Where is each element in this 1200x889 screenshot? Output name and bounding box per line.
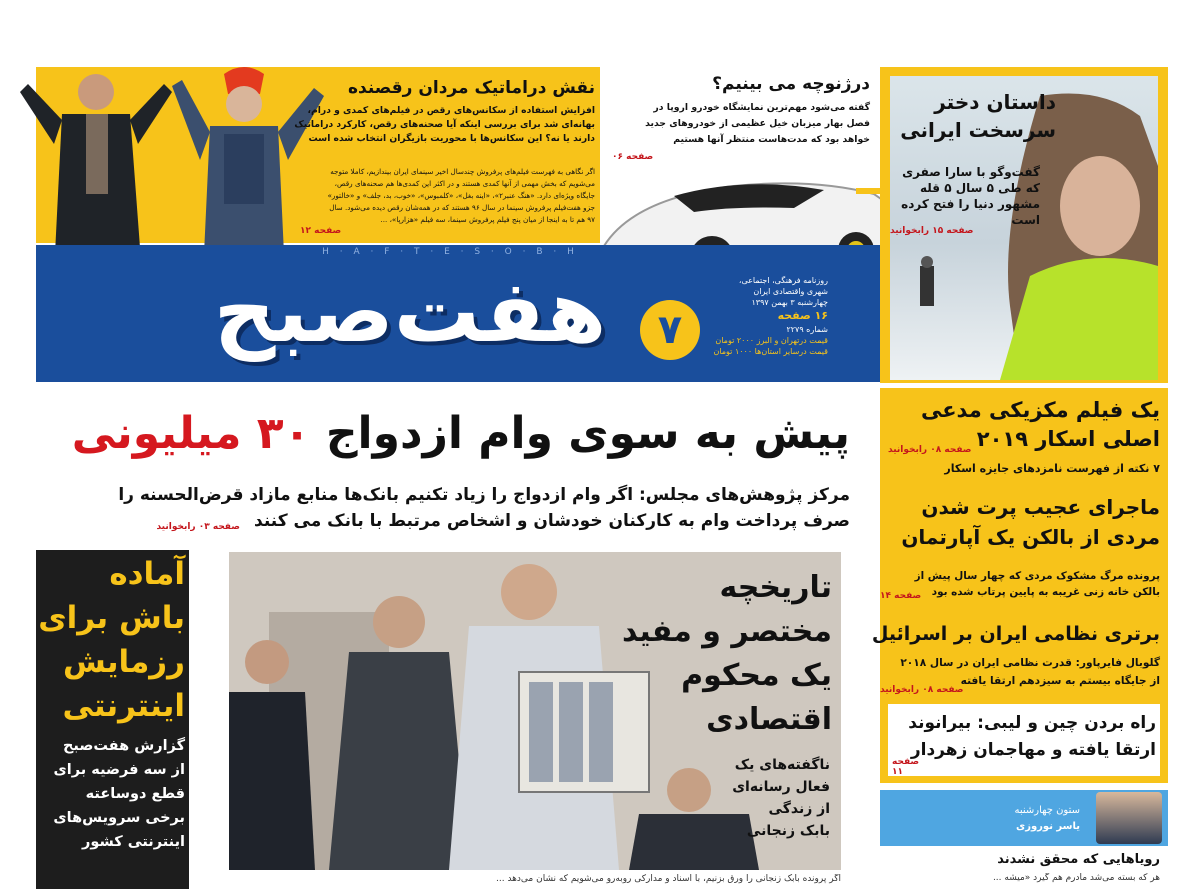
column-author: یاسر نوروزی — [1016, 821, 1080, 832]
column-title[interactable]: رویاهایی که محقق نشدند — [997, 852, 1160, 867]
column-snippet: هر که بسته می‌شد مادرم هم گیرد «میشه ... — [992, 873, 1160, 883]
masthead-logo-number: ۷ — [640, 300, 700, 360]
main-subheadline: مرکز پژوهش‌های مجلس: اگر وام ازدواج را زیاد تکنیم بانک‌ها منابع مازاد قرض‌الحسنه را صرف پرداخت وام به کارکنان خودشان و اشخاص مرتبط با بانک می کنند — [118, 485, 850, 531]
main-headline[interactable] — [70, 402, 850, 466]
balcony-lead: پرونده مرگ مشکوک مردی که چهار سال پیش از بالکن خانه زنی غریبه به پایین پرتاب شده بود — [914, 570, 1160, 598]
masthead-info: روزنامه فرهنگی، اجتماعی، شهری واقتصادی ایران چهارشنبه ۳ بهمن ۱۳۹۷ ۱۶ صفحه شماره ۲۲۷۹ قیمت درتهران و البرز ۲۰۰۰ تومان قیمت درسایر استان‌ها ۱۰۰۰ تومان — [713, 276, 828, 356]
car-feature-body: گفته می‌شود مهم‌ترین نمایشگاه خودرو اروپا در فصل بهار میزبان خیل عظیمی از خودروهای جدید خواهد بود که مدت‌هاست منتظر آنها هستیم — [645, 102, 870, 145]
dance-feature-title[interactable]: نقش دراماتیک مردان رقصنده — [347, 78, 595, 98]
main-subheadline-page-ref[interactable]: صفحه ۰۳ رابخوانید — [156, 522, 240, 532]
military-lead: گلوبال فایرپاور: قدرت نظامی ایران در سال ۲۰۱۸ از جایگاه بیستم به سیزدهم ارتقا یافته — [900, 657, 1160, 687]
china-headline: راه بردن چین و لیبی: بیرانوند ارتقا یافته و مهاجمان زهردار — [908, 713, 1156, 760]
balcony-headline[interactable]: ماجرای عجیب پرت شدن مردی از بالکن یک آپارتمان — [901, 495, 1160, 549]
masthead-logo-text[interactable]: هفت‌صبح — [213, 262, 607, 362]
dance-feature-body: اگر نگاهی به فهرست فیلم‌های پرفروش چندسال اخیر سینمای ایران بیندازیم، کاملا متوجه می‌شویم که بخش مهمی از آنها کمدی هستند و در اکثر این کمدی‌ها هم صحنه‌های رقص، جایگاه ویژه‌ای دارد. «هنگ عنبر۲»، «اینه بغل»، «کلمبوس»، «خوب، بد، جلف» و «خالتور» جزو هفت‌فیلم پرفروش سینما در سال ۹۶ هستند که در همه‌شان رقص دیده می‌شود. سال ۹۷ هم تا به اینجا از میان پنج فیلم پرفروش سینما، سه فیلم «هزارپا»، ... — [327, 167, 595, 224]
oscar-headline[interactable]: یک فیلم مکزیکی مدعی اصلی اسکار ۲۰۱۹ — [920, 398, 1160, 451]
china-page-ref[interactable]: صفحه ۱۱ — [892, 757, 920, 777]
military-headline[interactable]: برتری نظامی ایران بر اسرائیل — [871, 623, 1160, 645]
mountaineer-feature-title[interactable]: داستان دختر سرسخت ایرانی — [900, 90, 1056, 142]
oscar-subline: ۷ نکته از فهرست نامزدهای جایزه اسکار — [944, 462, 1160, 475]
internet-drill-title: آماده باش برای رزمایش اینترنتی — [38, 556, 185, 724]
dance-feature-page-ref[interactable]: صفحه ۱۲ — [300, 226, 342, 236]
main-headline-red: ۳۰ میلیونی — [71, 408, 311, 459]
author-avatar — [1096, 792, 1162, 844]
mountaineer-feature-lead: گفت‌وگو با سارا صفری که طی ۵ سال ۵ قله مشهور دنیا را فتح کرده است — [901, 165, 1040, 227]
oscar-page-ref[interactable]: صفحه ۰۸ رابخوانید — [888, 445, 972, 455]
car-feature-title[interactable]: درژنوچه می بینیم؟ — [712, 74, 870, 94]
zanjani-feature-lead: ناگفته‌های یک فعال رسانه‌ای از زندگی بابک زنجانی — [732, 757, 830, 839]
dance-feature-lead: افزایش استفاده از سکانس‌های رقص در فیلم‌های کمدی و درام، بهانه‌ای شد برای بررسی اینکه آیا صحنه‌های رقص، کارکرد دراماتیک دارند یا نه؟ این سکانس‌ها با محوریت بازیگران انتخاب شده است — [294, 105, 595, 144]
balcony-page-ref[interactable]: صفحه ۱۴ — [880, 591, 922, 601]
column-label: ستون چهارشنبه — [1014, 805, 1080, 816]
bottom-article-snippet: اگر پرونده بابک زنجانی را ورق بزنیم، با اسناد و مدارکی روبه‌رو می‌شویم که نشان می‌دهد ... — [496, 874, 841, 884]
military-page-ref[interactable]: صفحه ۰۸ رابخوانید — [880, 685, 964, 695]
main-headline-black: پیش به سوی وام ازدواج — [325, 408, 850, 459]
zanjani-feature-title[interactable]: تاریخچه مختصر و مفید یک محکوم اقتصادی — [622, 570, 832, 737]
car-feature-page-ref[interactable]: صفحه ۰۶ — [612, 152, 654, 162]
masthead-latin-tagline: H · A · F · T · E · S · O · B · H — [322, 247, 578, 257]
mountaineer-feature-page-ref[interactable]: صفحه ۱۵ رابخوانید — [890, 226, 974, 236]
internet-drill-lead: گزارش هفت‌صبح از سه فرضیه برای قطع دوساعته برخی سرویس‌های اینترنتی کشور — [53, 738, 185, 850]
